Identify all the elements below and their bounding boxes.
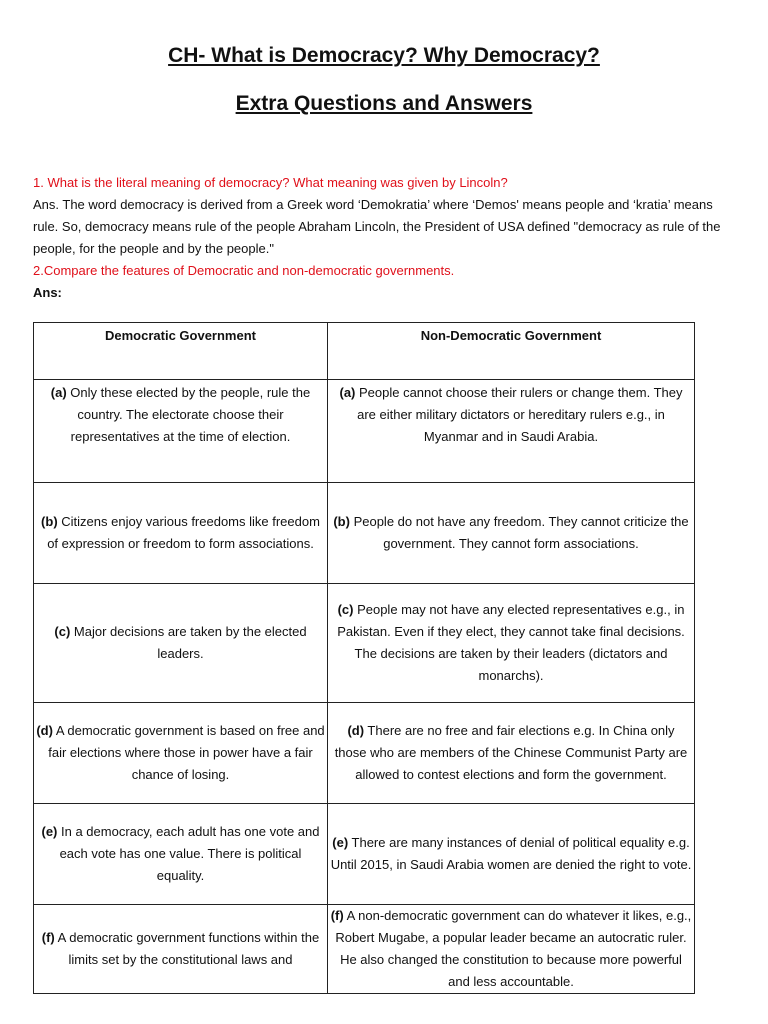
cell-text: There are many instances of denial of political equality e.g. Until 2015, in Saudi Arabia women are denied the right to vote. bbox=[330, 835, 692, 872]
cell-democratic bbox=[34, 804, 328, 905]
table-row bbox=[34, 804, 695, 905]
table-row bbox=[34, 584, 695, 703]
row-label: (b) bbox=[333, 514, 350, 529]
row-label: (c) bbox=[337, 602, 354, 617]
row-label: (d) bbox=[347, 723, 365, 738]
cell-text: A democratic government is based on free and fair elections where those in power have a fair chance of losing. bbox=[48, 723, 325, 782]
row-label: (e) bbox=[41, 824, 58, 839]
page-subtitle: Extra Questions and Answers bbox=[235, 92, 533, 115]
cell-democratic bbox=[34, 905, 328, 994]
cell-democratic bbox=[34, 483, 328, 584]
cell-text: A non-democratic government can do whatever it likes, e.g., Robert Mugabe, a popular leader became an autocratic ruler. He also changed the constitution to because more powerful and less accountable. bbox=[335, 908, 692, 989]
question-2: 2.Compare the features of Democratic and non-democratic governments. bbox=[33, 263, 455, 278]
cell-non-democratic bbox=[328, 703, 695, 804]
page-title: CH- What is Democracy? Why Democracy? bbox=[168, 44, 600, 67]
answer-1: Ans. The word democracy is derived from a Greek word ‘Demokratia’ where ‘Demos' means people and ‘kratia’ means rule. So, democracy means rule of the people Abraham Lincoln, the President of USA defined "democracy as rule of the people, for the people and by the people." bbox=[33, 197, 721, 256]
row-label: (a) bbox=[339, 385, 356, 400]
row-label: (e) bbox=[332, 835, 349, 850]
cell-non-democratic bbox=[328, 584, 695, 703]
cell-non-democratic bbox=[328, 483, 695, 584]
header-non-democratic: Non-Democratic Government bbox=[328, 323, 695, 380]
cell-non-democratic bbox=[328, 804, 695, 905]
answer-2-label: Ans: bbox=[33, 285, 62, 300]
cell-text: People do not have any freedom. They cannot criticize the government. They cannot form associations. bbox=[349, 514, 689, 551]
question-1-block bbox=[33, 172, 733, 304]
header-democratic: Democratic Government bbox=[34, 323, 328, 380]
cell-democratic bbox=[34, 703, 328, 804]
cell-text: In a democracy, each adult has one vote and each vote has one value. There is political equality. bbox=[57, 824, 320, 883]
table-header-row bbox=[34, 323, 695, 380]
table-row bbox=[34, 905, 695, 994]
cell-democratic bbox=[34, 380, 328, 483]
cell-text: A democratic government functions within the limits set by the constitutional laws and bbox=[54, 930, 320, 967]
cell-text: Only these elected by the people, rule the country. The electorate choose their representatives at the time of election. bbox=[66, 385, 311, 444]
question-1: 1. What is the literal meaning of democracy? What meaning was given by Lincoln? bbox=[33, 175, 508, 190]
cell-democratic bbox=[34, 584, 328, 703]
row-label: (d) bbox=[36, 723, 53, 738]
row-label: (f) bbox=[330, 908, 344, 923]
table-row bbox=[34, 703, 695, 804]
table-row bbox=[34, 380, 695, 483]
cell-text: People may not have any elected representatives e.g., in Pakistan. Even if they elect, they cannot take final decisions. The decisions are taken by their leaders (dictators and monarchs). bbox=[337, 602, 685, 683]
cell-text: Major decisions are taken by the elected leaders. bbox=[70, 624, 307, 661]
cell-non-democratic bbox=[328, 905, 695, 994]
cell-text: People cannot choose their rulers or change them. They are either military dictators or hereditary rulers e.g., in Myanmar and in Saudi Arabia. bbox=[355, 385, 683, 444]
row-label: (b) bbox=[41, 514, 58, 529]
cell-non-democratic bbox=[328, 380, 695, 483]
comparison-table bbox=[33, 322, 695, 994]
table-row bbox=[34, 483, 695, 584]
row-label: (a) bbox=[50, 385, 67, 400]
row-label: (c) bbox=[54, 624, 71, 639]
cell-text: Citizens enjoy various freedoms like freedom of expression or freedom to form associations. bbox=[47, 514, 320, 551]
row-label: (f) bbox=[41, 930, 55, 945]
cell-text: There are no free and fair elections e.g. In China only those who are members of the Chinese Communist Party are allowed to contest elections and form the government. bbox=[334, 723, 688, 782]
